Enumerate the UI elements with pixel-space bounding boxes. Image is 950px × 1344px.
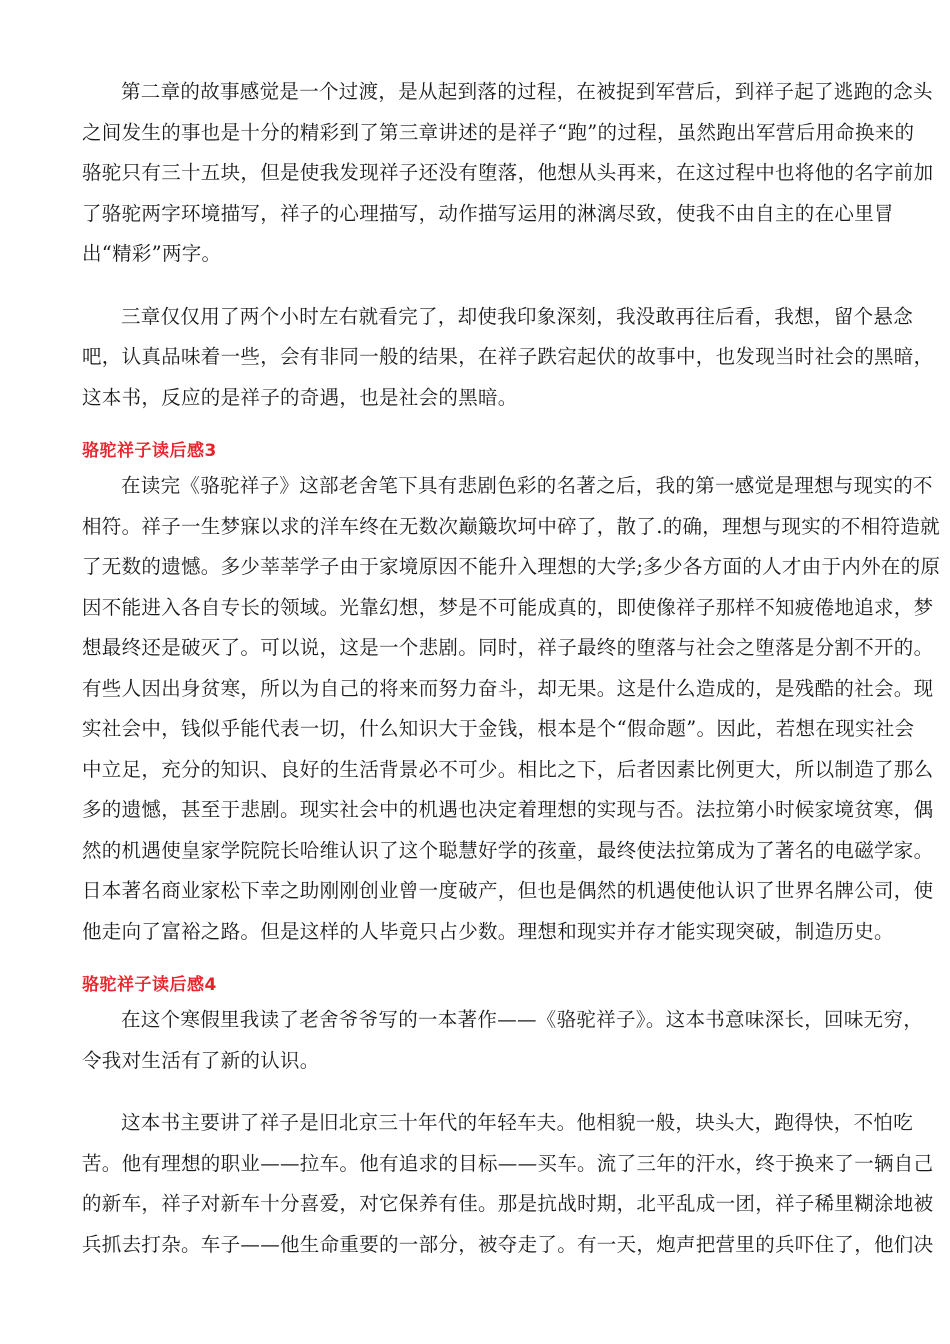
text-line: 兵抓去打杂。车子——他生命重要的一部分，被夺走了。有一天，炮声把营里的兵吓住了，他们决 — [82, 1232, 934, 1256]
text-line: 在读完《骆驼祥子》这部老舍笔下具有悲剧色彩的名著之后，我的第一感觉是理想与现实的不 — [121, 474, 933, 497]
section-continuation — [82, 72, 934, 418]
paragraph — [82, 466, 941, 952]
text-line: 日本著名商业家松下幸之助刚刚创业曾一度破产，但也是偶然的机遇使他认识了世界名牌公司，使 — [82, 879, 934, 902]
text-line: 因不能进入各自专长的领域。光靠幻想，梦是不可能成真的，即使像祥子那样不知疲倦地追求，梦 — [82, 595, 934, 619]
text-line: 令我对生活有了新的认识。 — [82, 1048, 320, 1072]
text-line: 的新车，祥子对新车十分喜爱，对它保养有佳。那是抗战时期，北平乱成一团，祥子稀里糊涂地被 — [82, 1192, 934, 1215]
text-line: 想最终还是破灭了。可以说，这是一个悲剧。同时，祥子最终的堕落与社会之堕落是分割不开的。 — [82, 636, 934, 659]
text-line: 吧，认真品味着一些，会有非同一般的结果，在祥子跌宕起伏的故事中，也发现当时社会的黑暗， — [82, 345, 934, 368]
text-line: 了无数的遗憾。多少莘莘学子由于家境原因不能升入理想的大学;多少各方面的人才由于内外在的原 — [82, 555, 941, 578]
text-line: 中立足，充分的知识、良好的生活背景必不可少。相比之下，后者因素比例更大，所以制造了那么 — [82, 757, 934, 781]
text-line: 这本书，反应的是祥子的奇遇，也是社会的黑暗。 — [82, 385, 518, 409]
text-line: 然的机遇使皇家学院院长哈维认识了这个聪慧好学的孩童，最终使法拉第成为了著名的电磁学家。 — [82, 838, 934, 862]
text-line: 他走向了富裕之路。但是这样的人毕竟只占少数。理想和现实并存才能实现突破，制造历史。 — [82, 919, 894, 943]
text-line: 苦。他有理想的职业——拉车。他有追求的目标——买车。流了三年的汗水，终于换来了一辆自己 — [82, 1151, 934, 1175]
text-line: 有些人因出身贫寒，所以为自己的将来而努力奋斗，却无果。这是什么造成的，是残酷的社会。现 — [82, 676, 934, 700]
text-line: 在这个寒假里我读了老舍爷爷写的一本著作——《骆驼祥子》。这本书意味深长，回味无穷， — [121, 1008, 924, 1031]
section-reflection-3 — [82, 436, 941, 952]
paragraph — [82, 297, 934, 419]
text-line: 三章仅仅用了两个小时左右就看完了，却使我印象深刻，我没敢再往后看，我想，留个悬念 — [121, 304, 914, 328]
section-reflection-4 — [82, 970, 934, 1265]
paragraph — [82, 1103, 934, 1265]
text-line: 出“精彩”两字。 — [82, 242, 222, 265]
text-line: 第二章的故事感觉是一个过渡，是从起到落的过程，在被捉到军营后，到祥子起了逃跑的念头 — [121, 80, 933, 103]
paragraph — [82, 1000, 924, 1081]
paragraph — [82, 72, 934, 275]
document-page — [82, 72, 941, 1265]
text-line: 实社会中，钱似乎能代表一切，什么知识大于金钱，根本是个“假命题”。因此，若想在现实社会 — [82, 717, 915, 740]
text-line: 之间发生的事也是十分的精彩到了第三章讲述的是祥子“跑”的过程，虽然跑出军营后用命换来的 — [82, 120, 915, 144]
text-line: 骆驼只有三十五块，但是使我发现祥子还没有堕落，他想从头再来，在这过程中也将他的名字前加 — [82, 161, 934, 184]
text-line: 多的遗憾，甚至于悲剧。现实社会中的机遇也决定着理想的实现与否。法拉第小时候家境贫寒，偶 — [82, 798, 934, 821]
section-heading: 骆驼祥子读后感4 — [82, 975, 217, 995]
text-line: 了骆驼两字环境描写，祥子的心理描写，动作描写运用的淋漓尽致，使我不由自主的在心里冒 — [82, 201, 894, 225]
text-line: 这本书主要讲了祥子是旧北京三十年代的年轻车夫。他相貌一般，块头大，跑得快，不怕吃 — [121, 1111, 914, 1134]
text-line: 相符。祥子一生梦寐以求的洋车终在无数次巅簸坎坷中碎了，散了.的确，理想与现实的不相符造就 — [82, 514, 940, 538]
section-heading: 骆驼祥子读后感3 — [82, 441, 217, 461]
